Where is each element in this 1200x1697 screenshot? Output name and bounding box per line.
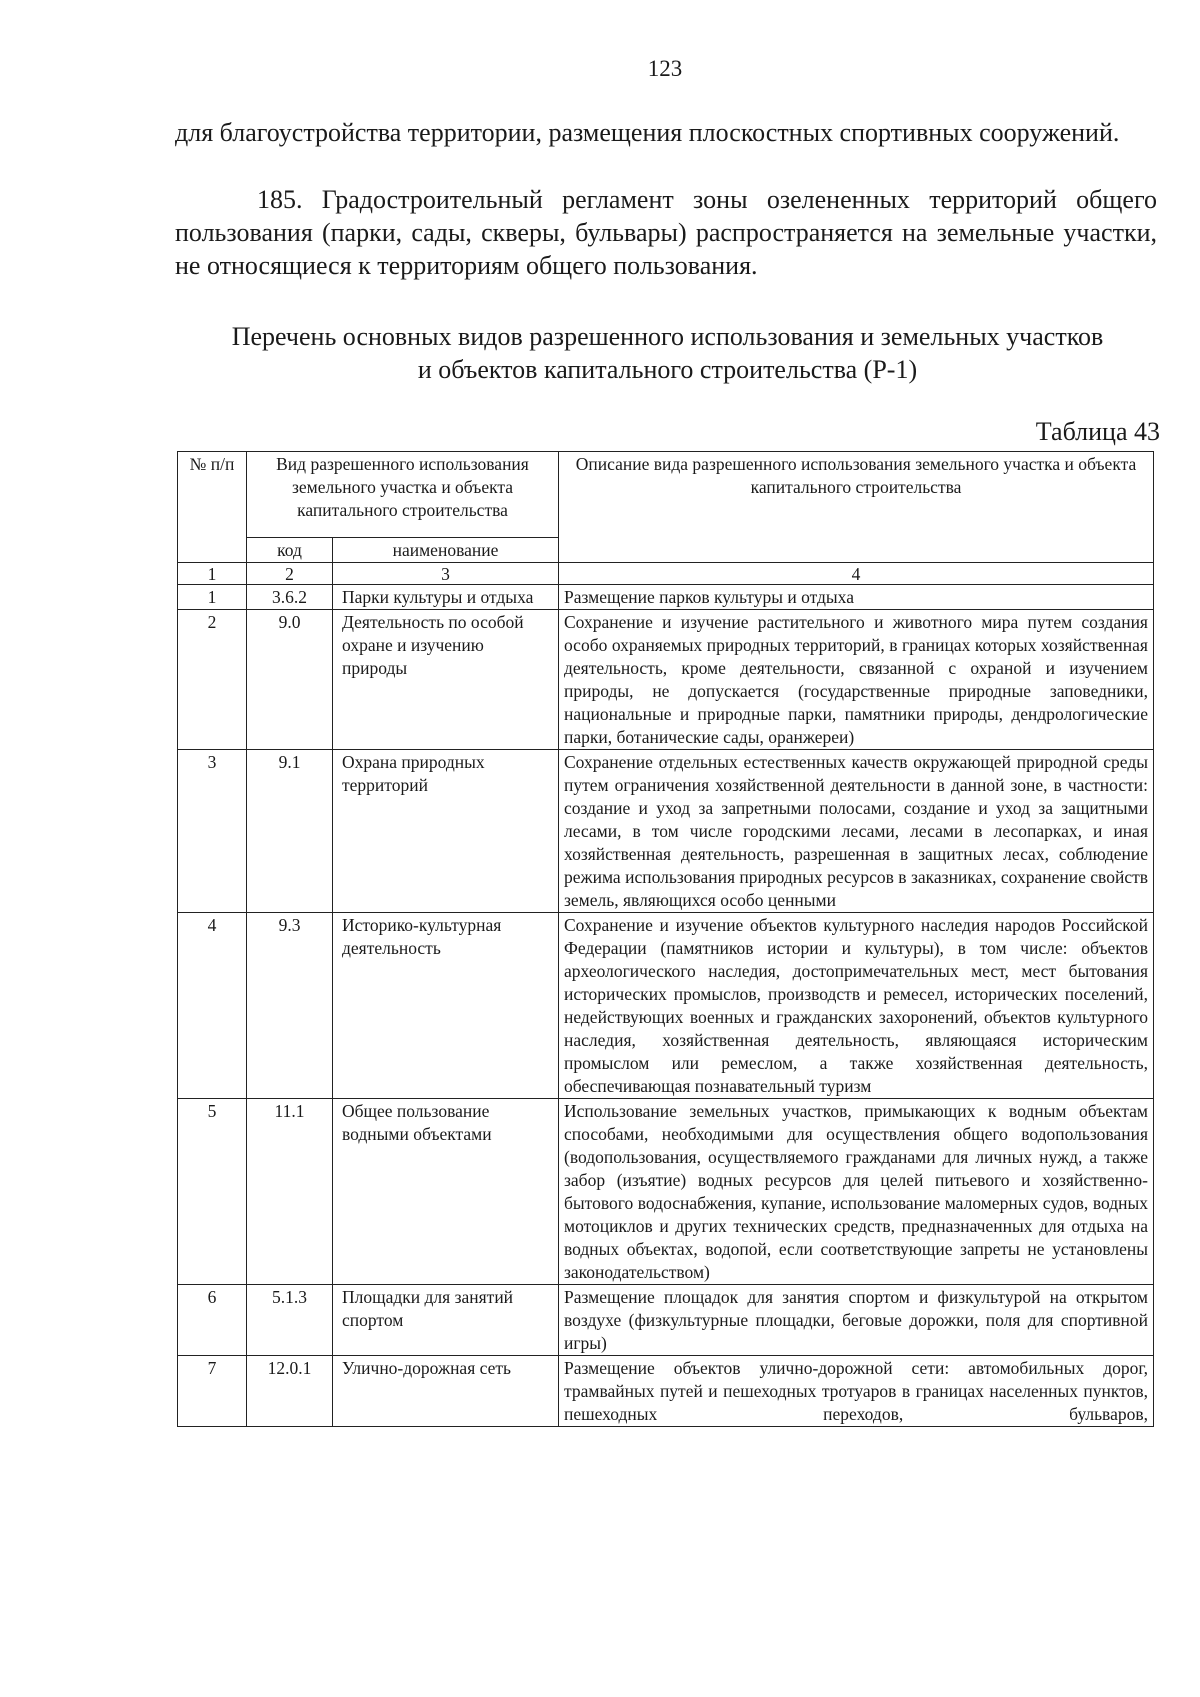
- table-row: [178, 610, 1154, 750]
- table-row: [178, 913, 1154, 1099]
- header-desc: Описание вида разрешенного использования земельного участка и объекта капитального строительства: [559, 452, 1154, 563]
- row-name: Общее пользование водными объектами: [333, 1099, 559, 1285]
- column-number: 4: [559, 563, 1154, 585]
- row-num: 5: [178, 1099, 247, 1285]
- paragraph-185: 185. Градостроительный регламент зоны озелененных территорий общего пользования (парки, сады, скверы, бульвары) распространяется на земельные участки, не относящиеся к территориям общего пользования.: [175, 185, 1157, 280]
- row-num: 3: [178, 750, 247, 913]
- row-name: Площадки для занятий спортом: [333, 1285, 559, 1356]
- page-number: 123: [647, 56, 683, 81]
- row-num: 2: [178, 610, 247, 750]
- header-name: наименование: [333, 538, 559, 563]
- header-group: Вид разрешенного использования земельного участка и объекта капитального строительства: [247, 452, 559, 538]
- row-desc: Сохранение и изучение объектов культурного наследия народов Российской Федерации (памятников истории и культуры), в том числе: объектов археологического наследия, достопримечательных мест, мест бытования исторических промыслов, производств и ремесел, исторических поселений, недействующих военных и гражданских захоронений, объектов культурного наследия, хозяйственная деятельность, являющаяся историческим промыслом или ремеслом, а также хозяйственная деятельность, обеспечивающая познавательный туризм: [559, 913, 1154, 1099]
- table-heading: [170, 320, 1165, 386]
- row-num: 6: [178, 1285, 247, 1356]
- row-code: 12.0.1: [247, 1356, 333, 1427]
- row-name: Парки культуры и отдыха: [333, 585, 559, 610]
- row-desc: Сохранение отдельных естественных качеств окружающей природной среды путем ограничения хозяйственной деятельности в данной зоне, в частности: создание и уход за запретными полосами, создание и уход за защитными лесами, в том числе городскими лесами, лесами в лесопарках, и иная хозяйственная деятельность, разрешенная в защитных лесах, соблюдение режима использования природных ресурсов в заказниках, сохранение свойств земель, являющихся особо ценными: [559, 750, 1154, 913]
- table-caption: Таблица 43: [1035, 417, 1160, 446]
- row-num: 4: [178, 913, 247, 1099]
- row-name: Деятельность по особой охране и изучению природы: [333, 610, 559, 750]
- column-number: 2: [247, 563, 333, 585]
- row-code: 9.3: [247, 913, 333, 1099]
- header-num: № п/п: [178, 452, 247, 563]
- row-desc: Размещение объектов улично-дорожной сети: автомобильных дорог, трамвайных путей и пешеходных тротуаров в границах населенных пунктов, пешеходных переходов, бульваров,: [559, 1356, 1154, 1427]
- row-desc: Использование земельных участков, примыкающих к водным объектам способами, необходимыми для осуществления общего водопользования (водопользования, осуществляемого гражданами для личных нужд, а также забор (изъятие) водных ресурсов для целей питьевого и хозяйственно-бытового водоснабжения, купание, использование маломерных судов, водных мотоциклов и других технических средств, предназначенных для отдыха на водных объектах, водопой, если соответствующие запреты не установлены законодательством): [559, 1099, 1154, 1285]
- table-row: [178, 750, 1154, 913]
- regulation-table: [177, 451, 1154, 1427]
- table-row: [178, 585, 1154, 610]
- row-desc: Сохранение и изучение растительного и животного мира путем создания особо охраняемых природных территорий, в границах которых хозяйственная деятельность, кроме деятельности, связанной с охраной и изучением природы, не допускается (государственные природные заповедники, национальные и природные парки, памятники природы, дендрологические парки, ботанические сады, оранжереи): [559, 610, 1154, 750]
- header-code: код: [247, 538, 333, 563]
- row-num: 1: [178, 585, 247, 610]
- row-name: Улично-дорожная сеть: [333, 1356, 559, 1427]
- row-code: 3.6.2: [247, 585, 333, 610]
- row-desc: Размещение площадок для занятия спортом и физкультурой на открытом воздухе (физкультурные площадки, беговые дорожки, поля для спортивной игры): [559, 1285, 1154, 1356]
- table-heading-line-1: Перечень основных видов разрешенного использования и земельных участков: [231, 322, 1104, 351]
- column-number: 1: [178, 563, 247, 585]
- paragraph-continued: для благоустройства территории, размещения плоскостных спортивных сооружений.: [175, 118, 1120, 147]
- table-row: [178, 1099, 1154, 1285]
- row-name: Историко-культурная деятельность: [333, 913, 559, 1099]
- row-code: 11.1: [247, 1099, 333, 1285]
- table-row: [178, 1356, 1154, 1427]
- row-desc: Размещение парков культуры и отдыха: [559, 585, 1154, 610]
- row-code: 9.0: [247, 610, 333, 750]
- table-row: [178, 1285, 1154, 1356]
- table-heading-line-2: и объектов капитального строительства (Р-1): [417, 355, 918, 384]
- column-number: 3: [333, 563, 559, 585]
- row-code: 5.1.3: [247, 1285, 333, 1356]
- row-code: 9.1: [247, 750, 333, 913]
- row-name: Охрана природных территорий: [333, 750, 559, 913]
- row-num: 7: [178, 1356, 247, 1427]
